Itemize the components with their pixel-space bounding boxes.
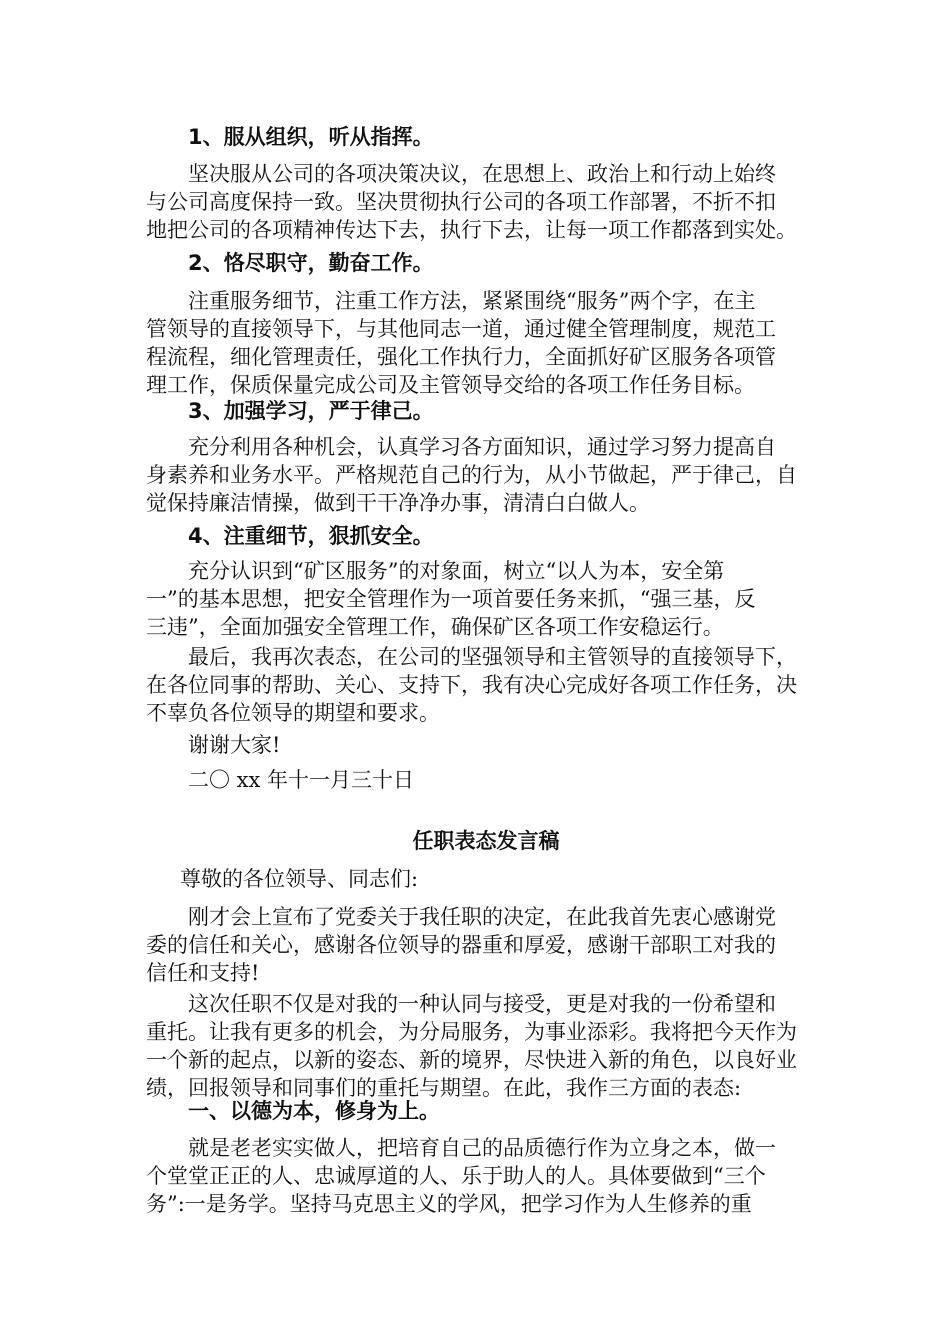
heading-4 (146, 521, 826, 551)
paragraph-8 (146, 1134, 826, 1218)
heading-text: 一、以德为本，修身为上。 (188, 1099, 440, 1123)
paragraph-line: 理工作，保质保量完成公司及主管领导交给的各项工作任务目标。 (146, 373, 755, 397)
date-text: 二〇 xx 年十一月三十日 (188, 768, 415, 792)
paragraph-line: 就是老老实实做人，把培育自己的品质德行作为立身之本，做一 (188, 1136, 776, 1160)
paragraph-4 (146, 557, 826, 641)
title-text: 任职表态发言稿 (412, 829, 560, 853)
paragraph-1 (146, 160, 826, 244)
paragraph-line: 重托。让我有更多的机会，为分局服务，为事业添彩。我将把今天作为 (146, 1020, 797, 1044)
paragraph-line: 管领导的直接领导下，与其他同志一道，通过健全管理制度，规范工 (146, 317, 776, 341)
heading-2 (146, 248, 826, 278)
speech-title (146, 826, 826, 856)
heading-1 (146, 122, 826, 152)
thanks-line (146, 731, 826, 759)
heading-text: 3、加强学习，严于律己。 (188, 399, 434, 423)
paragraph-line: 不辜负各位领导的期望和要求。 (146, 701, 440, 725)
paragraph-line: 最后，我再次表态，在公司的坚强领导和主管领导的直接领导下， (188, 645, 797, 669)
paragraph-5 (146, 643, 826, 727)
paragraph-line: 这次任职不仅是对我的一种认同与接受，更是对我的一份希望和 (188, 992, 776, 1016)
paragraph-6 (146, 903, 826, 987)
paragraph-line: 身素养和业务水平。严格规范自己的行为，从小节做起，严于律己，自 (146, 463, 797, 487)
heading-5 (146, 1096, 826, 1126)
paragraph-line: 充分认识到“矿区服务”的对象面，树立“以人为本，安全第 (188, 559, 725, 583)
paragraph-line: 充分利用各种机会，认真学习各方面知识，通过学习努力提高自 (188, 435, 776, 459)
paragraph-line: 一”的基本思想，把安全管理作为一项首要任务来抓，“强三基，反 (146, 587, 756, 611)
paragraph-line: 与公司高度保持一致。坚决贯彻执行公司的各项工作部署，不折不扣 (146, 190, 776, 214)
paragraph-line: 注重服务细节，注重工作方法，紧紧围绕“服务”两个字，在主 (188, 289, 756, 313)
paragraph-line: 地把公司的各项精神传达下去，执行下去，让每一项工作都落到实处。 (146, 218, 797, 242)
paragraph-3 (146, 433, 826, 517)
heading-text: 4、注重细节，狠抓安全。 (188, 524, 434, 548)
salutation (146, 865, 826, 893)
paragraph-line: 坚决服从公司的各项决策决议，在思想上、政治上和行动上始终 (188, 162, 776, 186)
paragraph-line: 觉保持廉洁情操，做到干干净净办事，清清白白做人。 (146, 491, 650, 515)
thanks-text: 谢谢大家! (188, 733, 281, 757)
paragraph-line: 务”:一是务学。坚持马克思主义的学风，把学习作为人生修养的重 (146, 1192, 752, 1216)
date-line (146, 766, 826, 794)
paragraph-2 (146, 287, 826, 399)
paragraph-line: 一个新的起点，以新的姿态、新的境界，尽快进入新的角色，以良好业 (146, 1048, 797, 1072)
paragraph-line: 三违”，全面加强安全管理工作，确保矿区各项工作安稳运行。 (146, 615, 724, 639)
paragraph-line: 在各位同事的帮助、关心、支持下，我有决心完成好各项工作任务，决 (146, 673, 797, 697)
paragraph-line: 信任和支持! (146, 961, 260, 985)
heading-3 (146, 396, 826, 426)
paragraph-line: 个堂堂正正的人、忠诚厚道的人、乐于助人的人。具体要做到“三个 (146, 1164, 766, 1188)
paragraph-line: 委的信任和关心，感谢各位领导的器重和厚爱，感谢干部职工对我的 (146, 933, 776, 957)
heading-text: 1、服从组织，听从指挥。 (188, 125, 434, 149)
paragraph-line: 刚才会上宣布了党委关于我任职的决定，在此我首先衷心感谢党 (188, 905, 776, 929)
heading-text: 2、恪尽职守，勤奋工作。 (188, 251, 434, 275)
salutation-text: 尊敬的各位领导、同志们: (180, 867, 419, 891)
paragraph-7 (146, 990, 826, 1102)
paragraph-line: 程流程，细化管理责任，强化工作执行力，全面抓好矿区服务各项管 (146, 345, 776, 369)
paragraph-line: 绩，回报领导和同事们的重托与期望。在此，我作三方面的表态: (146, 1076, 742, 1100)
